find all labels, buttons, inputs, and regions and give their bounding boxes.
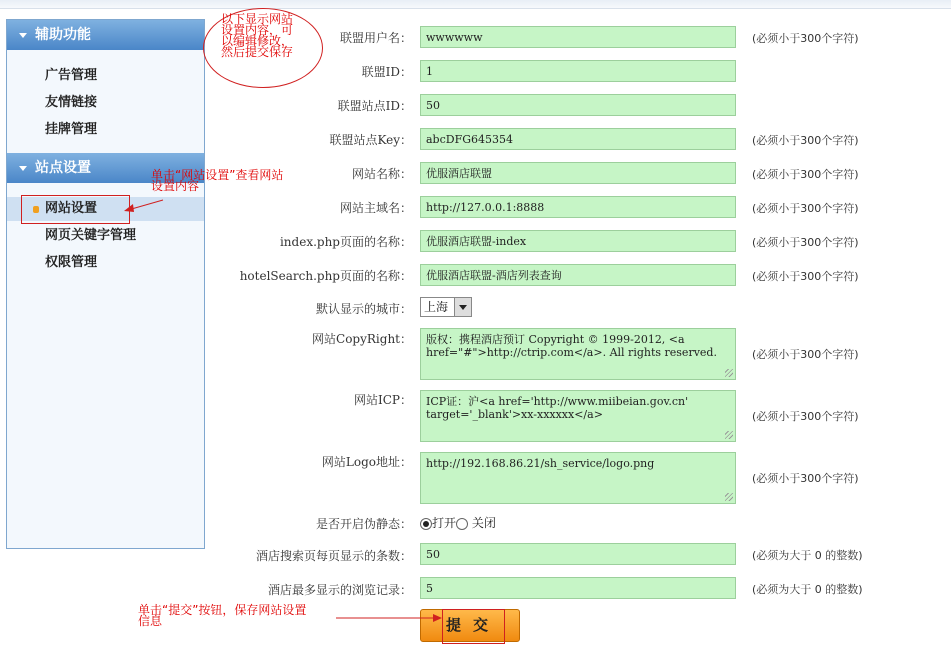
sidebar-item-permissions[interactable]: 权限管理 (45, 255, 98, 270)
annotation-line: 信息 (138, 614, 163, 628)
radio-off[interactable] (456, 518, 468, 530)
hotel-search-page-name-input[interactable]: 优服酒店联盟-酒店列表查询 (420, 264, 736, 286)
hint-text: (必须小于300个字符) (752, 270, 859, 283)
annotation-line: 单击“网站设置”查看网站 (151, 168, 284, 182)
annotation-line: 设置内容，可 (221, 23, 294, 37)
annotation-line: 以编辑修改， (221, 34, 294, 48)
annotation-highlight-box (442, 609, 505, 644)
sidebar-section-aux[interactable] (7, 20, 204, 50)
textarea-value: http://192.168.86.21/sh_service/logo.png (426, 457, 655, 470)
top-bar (0, 0, 951, 9)
label-site-name: 网站名称： (351, 167, 412, 181)
hint-text: (必须为大于 0 的整数) (752, 583, 863, 596)
label-pseudo-static: 是否开启伪静态： (315, 517, 412, 531)
sidebar-item-label: 网站设置 (45, 201, 98, 216)
history-input[interactable]: 5 (420, 577, 736, 599)
label-logo: 网站Logo地址： (321, 455, 412, 469)
annotation-top (221, 14, 293, 58)
sidebar-item-keywords[interactable]: 网页关键字管理 (45, 228, 137, 243)
index-page-name-input[interactable]: 优服酒店联盟-index (420, 230, 736, 252)
union-id-input[interactable]: 1 (420, 60, 736, 82)
annotation-side (151, 170, 283, 192)
hint-text: (必须小于300个字符) (752, 236, 859, 249)
annotation-line: 然后提交保存 (221, 45, 294, 59)
resize-grip-icon[interactable] (725, 431, 733, 439)
label-union-site-key: 联盟站点Key： (329, 133, 412, 147)
hint-text: (必须为大于 0 的整数) (752, 549, 863, 562)
textarea-value: ICP证：沪<a href='http://www.miibeian.gov.cn' target='_blank'>xx-xxxxxx</a> (426, 395, 689, 421)
union-site-key-input[interactable]: abcDFG645354 (420, 128, 736, 150)
sidebar-item-listing[interactable]: 挂牌管理 (45, 122, 98, 137)
logo-textarea[interactable] (420, 452, 736, 504)
copyright-textarea[interactable] (420, 328, 736, 380)
hint-text: (必须小于300个字符) (752, 134, 859, 147)
annotation-bottom (138, 605, 306, 627)
hint-text: (必须小于300个字符) (752, 410, 859, 423)
label-default-city: 默认显示的城市： (315, 302, 412, 316)
label-site-domain: 网站主域名： (339, 201, 412, 215)
hint-text: (必须小于300个字符) (752, 202, 859, 215)
select-value: 上海 (424, 300, 449, 314)
icp-textarea[interactable] (420, 390, 736, 442)
annotation-line: 单击“提交”按钮，保存网站设置 (138, 603, 307, 617)
sidebar-item-links[interactable]: 友情链接 (45, 95, 98, 110)
section-title: 辅助功能 (35, 27, 91, 43)
section-title: 站点设置 (35, 160, 91, 176)
hint-text: (必须小于300个字符) (752, 472, 859, 485)
pseudo-static-radio-group (420, 514, 496, 531)
page-size-input[interactable]: 50 (420, 543, 736, 565)
hint-text: (必须小于300个字符) (752, 168, 859, 181)
label-icp: 网站ICP： (354, 393, 412, 407)
sidebar (6, 19, 205, 549)
chevron-down-icon (19, 166, 27, 171)
label-copyright: 网站CopyRight： (312, 332, 412, 346)
annotation-line: 设置内容 (151, 179, 200, 193)
hint-text: (必须小于300个字符) (752, 32, 859, 45)
radio-on-label[interactable]: 打开 (432, 516, 457, 530)
radio-off-label[interactable]: 关闭 (471, 516, 496, 530)
chevron-down-icon (19, 33, 27, 38)
textarea-value: 版权：携程酒店预订 Copyright © 1999-2012, <a href="#">http://ctrip.com</a>. All rights reserved. (426, 333, 717, 359)
union-username-input[interactable]: wwwwww (420, 26, 736, 48)
label-history: 酒店最多显示的浏览记录： (267, 583, 412, 597)
hint-text: (必须小于300个字符) (752, 348, 859, 361)
label-index-page-name: index.php页面的名称： (279, 235, 412, 249)
annotation-highlight-box (21, 195, 130, 224)
sidebar-item-ads[interactable]: 广告管理 (45, 68, 98, 83)
annotation-line: 以下显示网站 (221, 12, 294, 26)
label-page-size: 酒店搜索页每页显示的条数： (255, 549, 412, 563)
label-union-id: 联盟ID： (361, 65, 412, 79)
resize-grip-icon[interactable] (725, 493, 733, 501)
submit-button[interactable]: 提交 (420, 609, 520, 642)
resize-grip-icon[interactable] (725, 369, 733, 377)
label-union-site-id: 联盟站点ID： (337, 99, 412, 113)
union-site-id-input[interactable]: 50 (420, 94, 736, 116)
site-name-input[interactable]: 优服酒店联盟 (420, 162, 736, 184)
site-domain-input[interactable]: http://127.0.0.1:8888 (420, 196, 736, 218)
label-union-username: 联盟用户名： (339, 31, 412, 45)
chevron-down-icon[interactable] (454, 298, 471, 316)
default-city-select[interactable] (420, 297, 472, 317)
label-hotel-search-page-name: hotelSearch.php页面的名称： (239, 269, 412, 283)
radio-on[interactable] (420, 518, 432, 530)
